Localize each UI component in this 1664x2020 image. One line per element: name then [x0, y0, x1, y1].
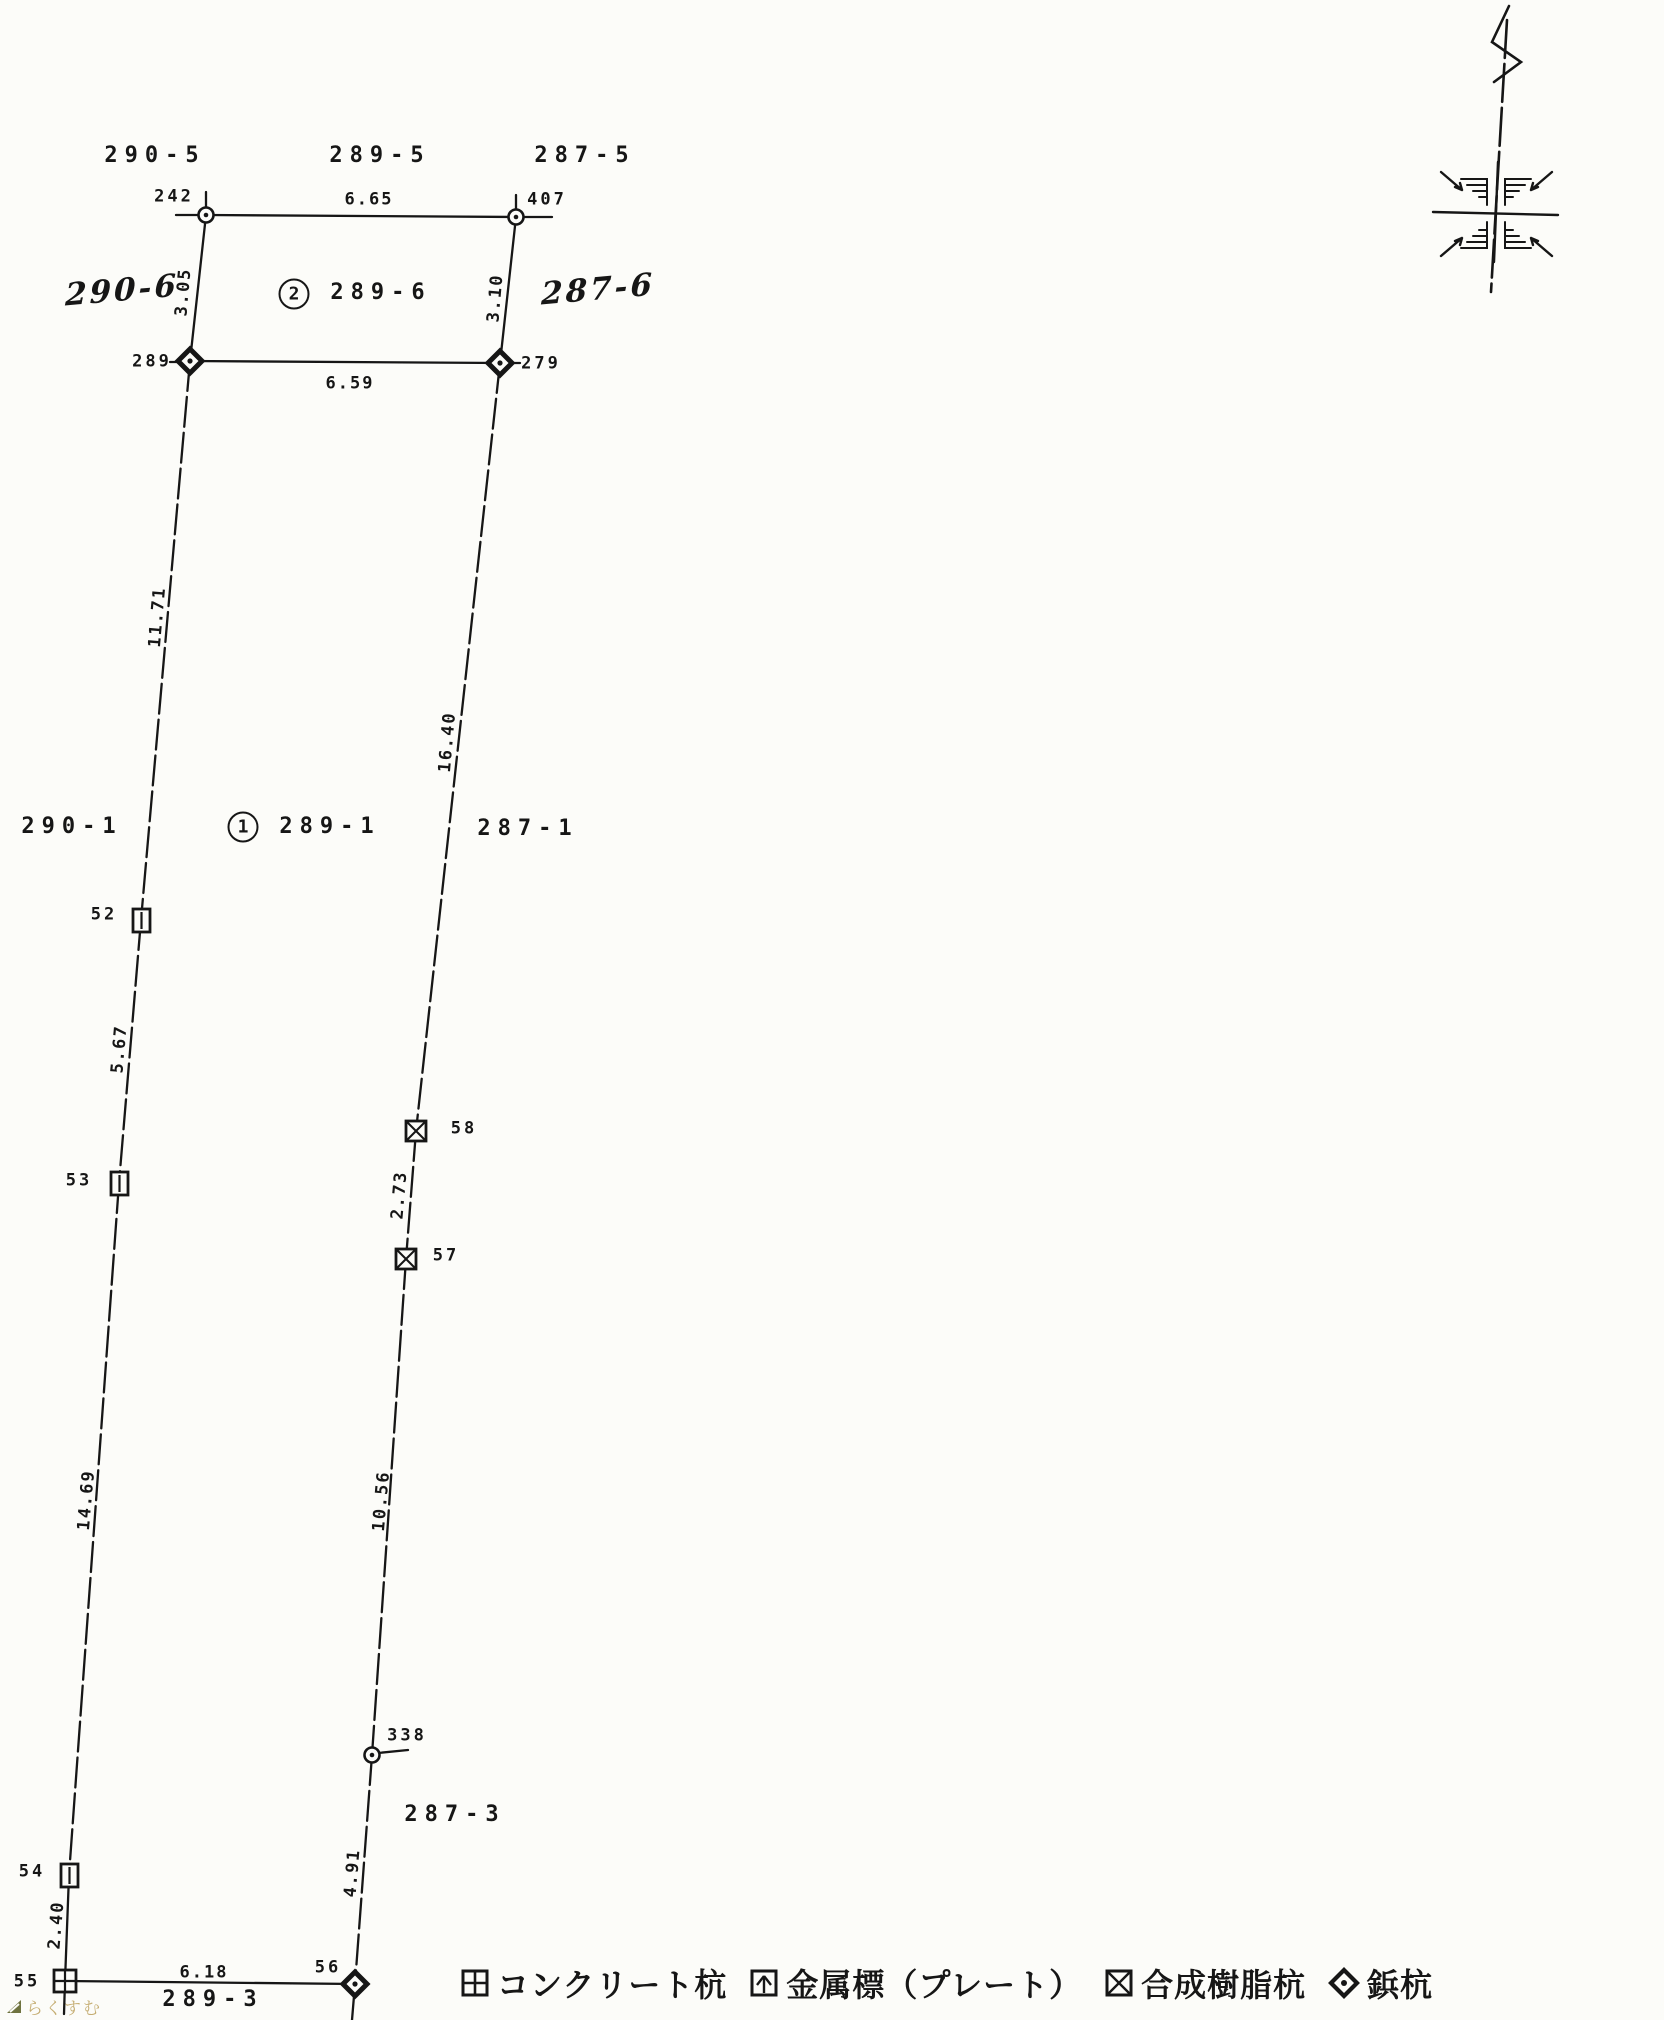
- nail-diamond-56: [343, 1972, 367, 1996]
- parcel-label-290-6-handwritten: 290-6: [64, 267, 180, 314]
- parcel-label-289-6: 289-6: [330, 280, 432, 305]
- point-label-279: 279: [521, 353, 561, 374]
- parcel-label-287-6-handwritten: 287-6: [540, 266, 656, 313]
- distance-top-edge: 6.65: [344, 189, 394, 210]
- parcel-label-289-1: 289-1: [279, 814, 381, 839]
- plate-point-52: [133, 909, 150, 932]
- parcel-label-287-5: 287-5: [534, 143, 636, 168]
- distance-242-289: 3.05: [171, 266, 196, 318]
- parcel-circle-1: 1: [228, 812, 259, 843]
- nail-point-407: [509, 210, 524, 225]
- parcel-label-287-3: 287-3: [404, 1802, 506, 1827]
- parcel-label-289-3: 289-3: [162, 1987, 264, 2012]
- boundary-289-279: [190, 361, 500, 363]
- legend-label-resin: 合成樹脂杭: [1141, 1966, 1307, 2004]
- parcel-label-290-5: 290-5: [104, 143, 206, 168]
- point-label-289: 289: [132, 351, 172, 372]
- watermark-text: らくすむ: [26, 1999, 102, 2019]
- legend-label-metal-plate: 金属標（プレート）: [786, 1966, 1083, 2004]
- legend-item-metal-plate: [749, 1960, 1082, 2006]
- nail-diamond-289: [178, 349, 202, 373]
- resin-point-57: [396, 1249, 416, 1269]
- resin-stake-icon: [1104, 1968, 1134, 1998]
- point-label-55: 55: [13, 1971, 41, 1992]
- point-label-242: 242: [154, 186, 194, 207]
- point-label-52: 52: [90, 904, 118, 925]
- nail-point-242: [199, 208, 214, 223]
- boundary-top: [206, 215, 516, 217]
- parcel-label-289-5: 289-5: [329, 143, 431, 168]
- point-label-407: 407: [527, 189, 567, 210]
- concrete-point-55: [54, 1970, 76, 1992]
- distance-289-52: 11.71: [144, 585, 171, 649]
- concrete-stake-icon: [460, 1968, 490, 1998]
- legend-label-concrete: コンクリート杭: [497, 1966, 728, 2004]
- point-label-338: 338: [387, 1725, 427, 1746]
- watermark-house-icon: [6, 1999, 22, 2014]
- parcel-circle-2: 2: [279, 279, 310, 310]
- distance-52-53: 5.67: [107, 1023, 132, 1075]
- point-label-53: 53: [65, 1170, 93, 1191]
- distance-bottom-edge: 6.18: [179, 1962, 229, 1983]
- point-label-56: 56: [314, 1957, 342, 1978]
- distance-57-338: 10.56: [368, 1469, 395, 1533]
- parcel-label-287-1: 287-1: [477, 816, 579, 841]
- plate-point-53: [111, 1172, 128, 1195]
- leader-338: [378, 1750, 408, 1753]
- nail-point-338: [365, 1748, 380, 1763]
- plate-point-54: [61, 1864, 78, 1887]
- legend: [460, 1960, 1433, 2006]
- distance-289-279: 6.59: [325, 373, 375, 394]
- metal-plate-icon: [749, 1968, 779, 1998]
- distance-279-58: 16.40: [434, 710, 461, 774]
- legend-item-concrete: [460, 1960, 727, 2006]
- point-label-57: 57: [432, 1245, 460, 1266]
- distance-338-56: 4.91: [340, 1847, 365, 1899]
- point-label-58: 58: [450, 1118, 478, 1139]
- nail-stake-icon: [1328, 1967, 1360, 1999]
- resin-point-58: [406, 1121, 426, 1141]
- distance-407-279: 3.10: [483, 272, 508, 324]
- north-arrow-icon: [1433, 6, 1558, 292]
- distance-53-54: 14.69: [73, 1468, 100, 1532]
- legend-item-nail: [1328, 1960, 1433, 2006]
- legend-item-resin: [1104, 1960, 1306, 2006]
- legend-label-nail: 鋲杭: [1367, 1966, 1434, 2004]
- point-label-54: 54: [18, 1861, 46, 1882]
- nail-diamond-279: [488, 351, 512, 375]
- boundary-right-2: [416, 363, 500, 1131]
- watermark: [6, 1994, 102, 2019]
- parcel-label-290-1: 290-1: [21, 814, 123, 839]
- distance-54-55: 2.40: [44, 1899, 69, 1951]
- distance-58-57: 2.73: [387, 1169, 412, 1221]
